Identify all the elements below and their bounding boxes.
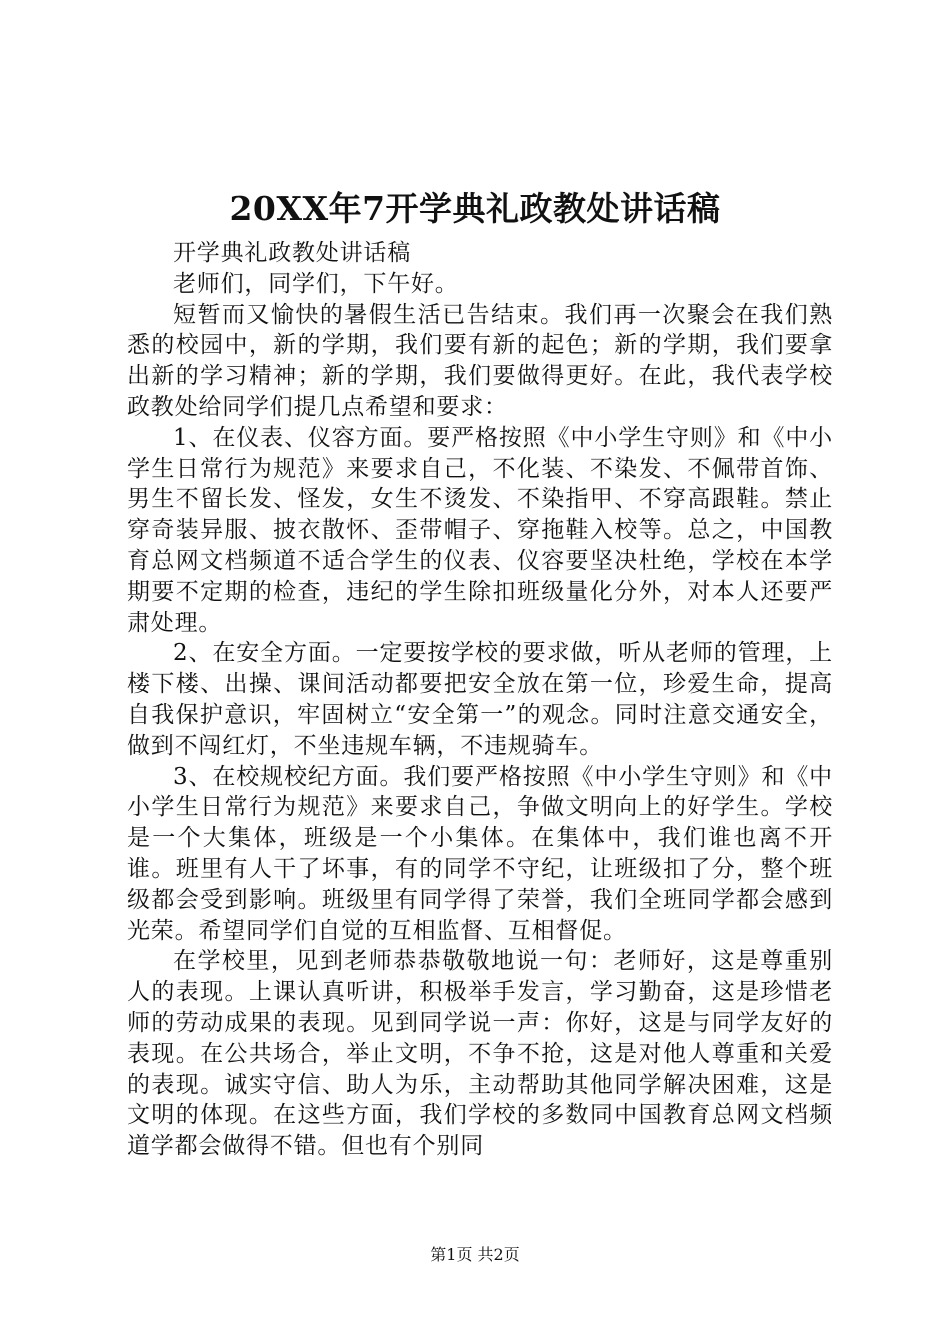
page-footer — [0, 1244, 950, 1266]
paragraph-appearance: 1、在仪表、仪容方面。要严格按照《中小学生守则》和《中小学生日常行为规范》来要求自己，不化装、不染发、不佩带首饰、男生不留长发、怪发，女生不烫发、不染指甲、不穿高跟鞋。禁止穿奇装异服、披衣散怀、歪带帽子、穿拖鞋入校等。总之，中国教育总网文档频道不适合学生的仪表、仪容要坚决杜绝，学校在本学期要不定期的检查，违纪的学生除扣班级量化分外，对本人还要严肃处理。 — [127, 424, 833, 636]
paragraph-intro: 短暂而又愉快的暑假生活已告结束。我们再一次聚会在我们熟悉的校园中，新的学期，我们要有新的起色；新的学期，我们要拿出新的学习精神；新的学期，我们要做得更好。在此，我代表学校政教处给同学们提几点希望和要求： — [127, 301, 833, 420]
page-indicator: 第1页 共2页 — [430, 1245, 520, 1264]
paragraph-discipline: 3、在校规校纪方面。我们要严格按照《中小学生守则》和《中小学生日常行为规范》来要求自己，争做文明向上的好学生。学校是一个大集体，班级是一个小集体。在集体中，我们谁也离不开谁。班里有人干了坏事，有的同学不守纪，让班级扣了分，整个班级都会受到影响。班级里有同学得了荣誉，我们全班同学都会感到光荣。希望同学们自觉的互相监督、互相督促。 — [127, 763, 833, 944]
paragraph-courtesy: 在学校里，见到老师恭恭敬敬地说一句：老师好，这是尊重别人的表现。上课认真听讲，积极举手发言，学习勤奋，这是珍惜老师的劳动成果的表现。见到同学说一声：你好，这是与同学友好的表现。在公共场合，举止文明，不争不抢，这是对他人尊重和关爱的表现。诚实守信、助人为乐，主动帮助其他同学解决困难，这是文明的体现。在这些方面，我们学校的多数同中国教育总网文档频道学都会做得不错。但也有个别同 — [127, 948, 833, 1160]
paragraph-subtitle: 开学典礼政教处讲话稿 — [173, 240, 411, 266]
paragraph-safety: 2、在安全方面。一定要按学校的要求做，听从老师的管理，上楼下楼、出操、课间活动都要把安全放在第一位，珍爱生命，提高自我保护意识，牢固树立“安全第一”的观念。同时注意交通安全，做到不闯红灯，不坐违规车辆，不违规骑车。 — [127, 640, 833, 759]
document-title: 20XX年7开学典礼政教处讲话稿 — [229, 189, 721, 228]
paragraph-greeting: 老师们，同学们，下午好。 — [173, 270, 459, 297]
document-body — [127, 238, 833, 1162]
